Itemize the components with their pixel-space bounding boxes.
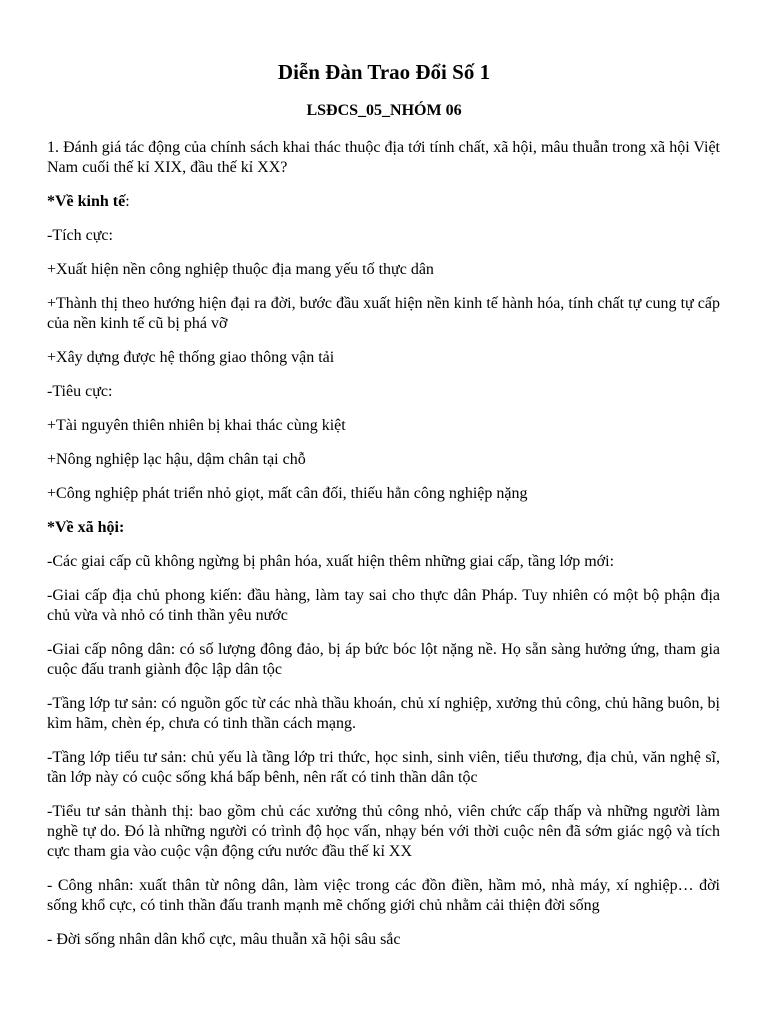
society-item-6: -Tiểu tư sản thành thị: bao gồm chủ các xưởng thủ công nhỏ, viên chức cấp thấp và những người làm nghề tự do. Đó là những người có trình độ học vấn, nhạy bén với thời cuộc nên đã sớm giác ngộ và tích cực tham gia vào cuộc vận động cứu nước đầu thế kỉ XX [47, 803, 720, 860]
society-heading: *Về xã hội: [47, 519, 125, 536]
economy-heading-colon: : [125, 193, 130, 210]
question-paragraph: 1. Đánh giá tác động của chính sách khai thác thuộc địa tới tính chất, xã hội, mâu thuẫn trong xã hội Việt Nam cuối thế kỉ XIX, đầu thế kỉ XX? [47, 139, 720, 176]
negative-item-3: +Công nghiệp phát triển nhỏ giọt, mất cân đối, thiếu hẳn công nghiệp nặng [47, 485, 528, 502]
positive-label: -Tích cực: [47, 227, 113, 244]
economy-heading-text: *Về kinh tế [47, 193, 126, 210]
society-item-8: - Đời sống nhân dân khổ cực, mâu thuẫn xã hội sâu sắc [47, 931, 401, 948]
document-title: Diễn Đàn Trao Đổi Số 1 [277, 60, 491, 84]
positive-item-3: +Xây dựng được hệ thống giao thông vận tải [47, 349, 335, 366]
economy-heading [47, 192, 720, 212]
positive-item-1: +Xuất hiện nền công nghiệp thuộc địa mang yếu tố thực dân [47, 261, 434, 278]
society-item-5: -Tầng lớp tiểu tư sản: chủ yếu là tầng lớp tri thức, học sinh, sinh viên, tiểu thương, địa chủ, văn nghệ sĩ, tần lớp này có cuộc sống khá bấp bênh, nên rất có tinh thần dân tộc [47, 749, 720, 786]
society-item-7: - Công nhân: xuất thân từ nông dân, làm việc trong các đồn điền, hầm mỏ, nhà máy, xí nghiệp… đời sống khổ cực, có tinh thần đấu tranh mạnh mẽ chống giới chủ nhằm cải thiện đời sống [47, 877, 720, 914]
negative-label: -Tiêu cực: [47, 383, 113, 400]
document-subtitle: LSĐCS_05_NHÓM 06 [306, 102, 462, 119]
society-item-1: -Các giai cấp cũ không ngừng bị phân hóa, xuất hiện thêm những giai cấp, tầng lớp mới: [47, 553, 615, 570]
negative-item-2: +Nông nghiệp lạc hậu, dậm chân tại chỗ [47, 451, 306, 468]
society-item-2: -Giai cấp địa chủ phong kiến: đầu hàng, làm tay sai cho thực dân Pháp. Tuy nhiên có một bộ phận địa chủ vừa và nhỏ có tinh thần yêu nước [47, 587, 720, 624]
society-item-3: -Giai cấp nông dân: có số lượng đông đảo, bị áp bức bóc lột nặng nề. Họ sẵn sàng hưởng ứng, tham gia cuộc đấu tranh giành độc lập dân tộc [47, 641, 720, 678]
document-body [47, 138, 720, 964]
positive-item-2: +Thành thị theo hướng hiện đại ra đời, bước đầu xuất hiện nền kinh tế hành hóa, tính chất tự cung tự cấp của nền kinh tế cũ bị phá vỡ [47, 295, 720, 332]
negative-item-1: +Tài nguyên thiên nhiên bị khai thác cùng kiệt [47, 417, 346, 434]
society-item-4: -Tầng lớp tư sản: có nguồn gốc từ các nhà thầu khoán, chủ xí nghiệp, xưởng thủ công, chủ hãng buôn, bị kìm hãm, chèn ép, chưa có tinh thần cách mạng. [47, 695, 720, 732]
